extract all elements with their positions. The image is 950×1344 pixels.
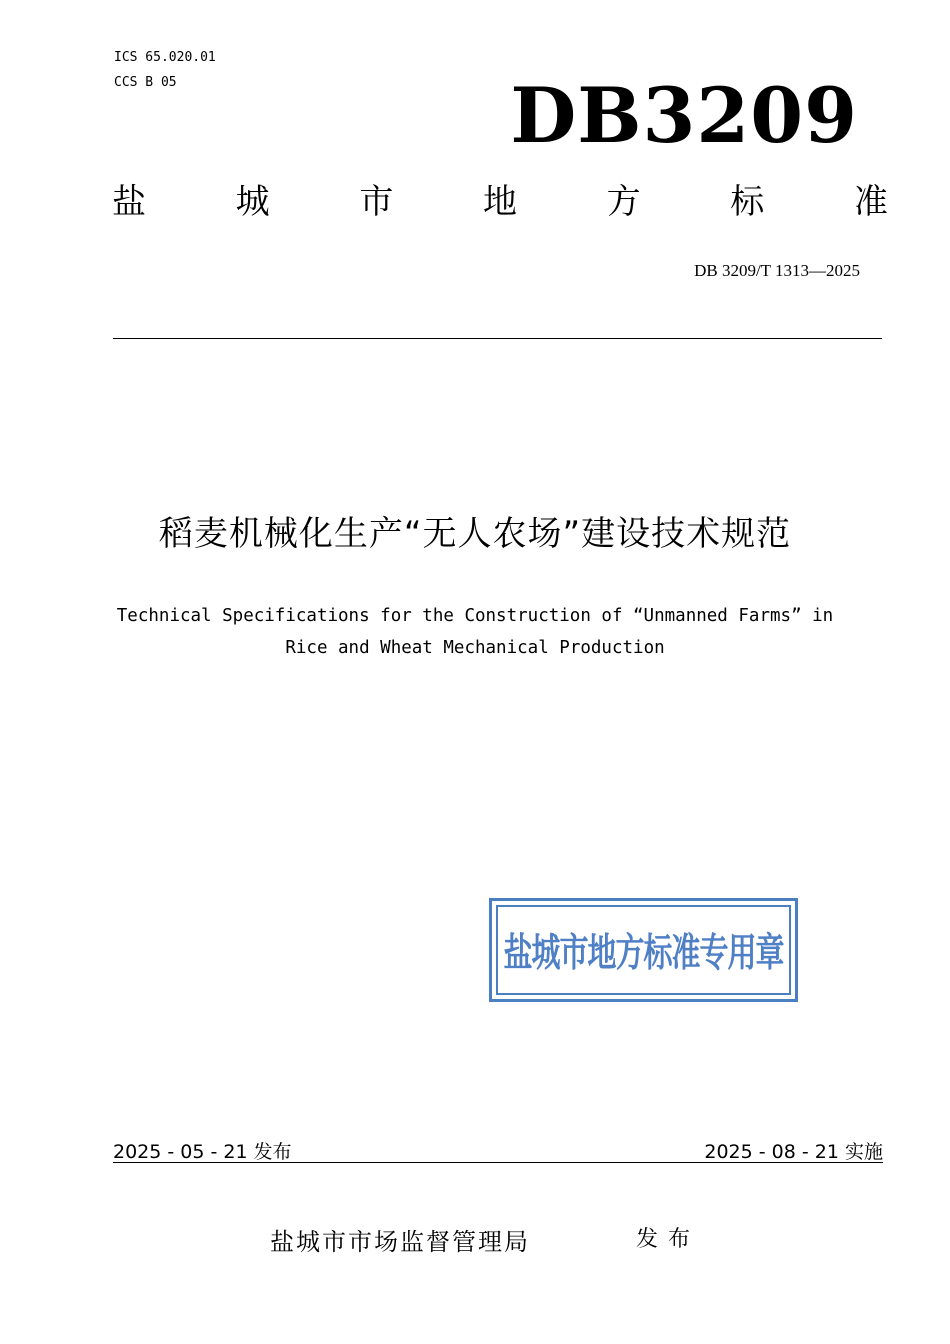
publisher-name: 盐城市市场监督管理局: [270, 1228, 530, 1256]
standard-type-char: 城: [235, 182, 270, 222]
ccs-code: CCS B 05: [114, 75, 177, 90]
issue-date: 2025 - 05 - 21 发布: [113, 1141, 292, 1163]
standard-logo: DB3209: [510, 71, 858, 160]
title-chinese: 稻麦机械化生产“无人农场”建设技术规范: [158, 514, 792, 554]
title-english-line2: Rice and Wheat Mechanical Production: [285, 638, 665, 658]
standard-type-char: 方: [606, 182, 641, 222]
standard-type: [112, 182, 888, 222]
standard-type-char: 地: [482, 182, 517, 222]
official-seal-stamp: [489, 898, 798, 1002]
standard-number: DB 3209/T 1313—2025: [694, 261, 860, 280]
standard-type-char: 准: [853, 182, 888, 222]
ics-code: ICS 65.020.01: [114, 50, 216, 65]
seal-text: 盐城市地方标准专用章: [503, 929, 784, 975]
standard-type-char: 标: [730, 182, 765, 222]
footer-divider: [113, 1162, 883, 1163]
seal-inner-border: [496, 905, 791, 995]
standard-type-char: 盐: [112, 182, 146, 222]
standard-type-char: 市: [359, 182, 394, 222]
publish-label: 发布: [636, 1227, 701, 1252]
title-english-line1: Technical Specifications for the Construction of “Unmanned Farms” in: [116, 606, 834, 626]
implementation-date: 2025 - 08 - 21 实施: [704, 1141, 883, 1163]
header-divider: [113, 338, 882, 339]
